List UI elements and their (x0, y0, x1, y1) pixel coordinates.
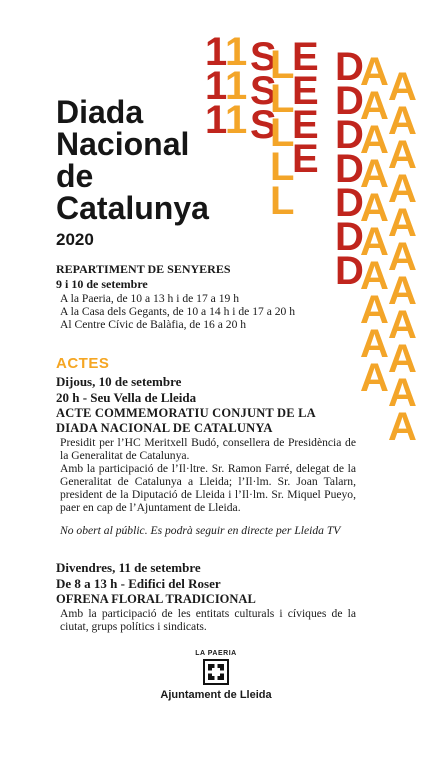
actes-label: ACTES (56, 355, 110, 372)
paeria-emblem-icon (203, 659, 229, 685)
deco-col-4: L L L L L (270, 43, 295, 223)
deco-col-2: 1 1 1 (225, 30, 248, 142)
deco-col-1: 1 1 1 (205, 30, 228, 142)
page-title: Diada Nacional de Catalunya (56, 94, 209, 226)
event-2 (56, 560, 356, 633)
senyeres-heading: REPARTIMENT DE SENYERES (56, 262, 231, 276)
deco-col-5: E E E E (292, 35, 319, 181)
deco-col-7: A A A A A A A A A A (360, 50, 389, 400)
event-1-name: ACTE COMMEMORATIU CONJUNT DE LA DIADA NACIONAL DE CATALUNYA (56, 406, 316, 435)
event-2-name: OFRENA FLORAL TRADICIONAL (56, 592, 256, 606)
event-1-note: No obert al públic. Es podrà seguir en directe per Lleida TV (60, 524, 341, 537)
event-1-paragraph: Presidit per l’HC Meritxell Budó, consellera de Presidència de la Generalitat de Catalunya. (60, 436, 356, 462)
deco-col-6: D D D D D D D (335, 45, 364, 293)
event-1 (56, 374, 356, 537)
event-1-date: Dijous, 10 de setembre (56, 374, 182, 389)
logo-name: Ajuntament de Lleida (160, 689, 272, 701)
ajuntament-logo (150, 650, 282, 701)
event-1-time-place: 20 h - Seu Vella de Lleida (56, 390, 197, 405)
event-2-time-place: De 8 a 13 h - Edifici del Roser (56, 576, 221, 591)
senyeres-line: A la Paeria, de 10 a 13 h i de 17 a 19 h (60, 292, 240, 305)
deco-col-8: A A A A A A A A A A A (388, 65, 417, 449)
event-1-paragraph: Amb la participació de l’Il·ltre. Sr. Ramon Farré, delegat de la Generalitat de Catalunya a Lleida; l’Il·lm. Sr. Joan Talarn, president de la Diputació de Lleida i l’Il·lm. Sr. Miquel Pueyo, paer en cap de l’Ajuntament de Lleida. (60, 462, 356, 514)
senyeres-dates: 9 i 10 de setembre (56, 277, 148, 291)
senyeres-line: Al Centre Cívic de Balàfia, de 16 a 20 h (60, 318, 247, 331)
senyeres-section (56, 262, 296, 331)
logo-top-text: LA PAERIA (195, 650, 237, 657)
senyeres-line: A la Casa dels Gegants, de 10 a 14 h i de 17 a 20 h (60, 305, 296, 318)
event-2-date: Divendres, 11 de setembre (56, 560, 201, 575)
event-2-paragraph: Amb la participació de les entitats culturals i cíviques de la ciutat, grups polítics i sindicats. (60, 607, 356, 633)
year: 2020 (56, 230, 94, 249)
deco-col-3: S S S (250, 35, 277, 147)
